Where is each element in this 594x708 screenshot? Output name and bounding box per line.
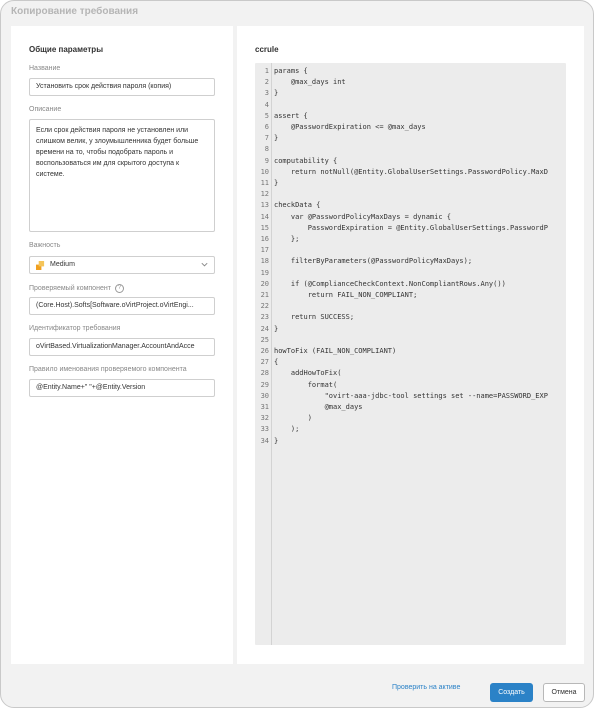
code-line xyxy=(255,100,274,111)
code-text: } xyxy=(274,89,279,98)
code-text: }; xyxy=(274,235,300,243)
code-text: @PasswordExpiration <= @max_days xyxy=(274,123,426,131)
chevron-down-icon xyxy=(200,260,209,269)
code-text: { xyxy=(274,358,279,367)
code-line xyxy=(255,88,278,99)
line-number: 34 xyxy=(260,436,269,445)
code-text: } xyxy=(274,179,279,187)
line-number: 19 xyxy=(260,268,269,277)
line-number: 31 xyxy=(260,403,269,411)
line-number: 25 xyxy=(260,335,269,344)
code-line xyxy=(255,424,299,435)
code-line xyxy=(255,144,274,155)
line-number: 23 xyxy=(260,313,269,322)
line-number: 10 xyxy=(260,167,269,176)
code-line xyxy=(255,256,472,267)
code-line xyxy=(255,245,274,256)
line-number: 7 xyxy=(264,134,269,143)
code-line xyxy=(255,290,417,301)
line-number: 1 xyxy=(264,67,269,75)
code-line xyxy=(255,436,278,447)
line-number: 22 xyxy=(260,302,269,311)
code-text: ); xyxy=(274,425,300,434)
code-line xyxy=(255,189,274,200)
line-number: 11 xyxy=(260,179,269,187)
line-number: 8 xyxy=(264,145,269,154)
code-line xyxy=(255,111,308,122)
component-label-row xyxy=(29,284,124,293)
naming-rule-input[interactable]: @Entity.Name+" "+@Entity.Version xyxy=(29,379,215,397)
name-label: Название xyxy=(29,65,61,72)
line-number: 18 xyxy=(260,257,269,266)
severity-label: Важность xyxy=(29,242,61,249)
naming-rule-label: Правило именования проверяемого компонента xyxy=(29,366,187,373)
ccrule-section-title: ccrule xyxy=(255,45,279,54)
cancel-button[interactable]: Отмена xyxy=(543,683,585,702)
code-line xyxy=(255,178,278,189)
code-line xyxy=(255,133,278,144)
code-line xyxy=(255,279,506,290)
create-button[interactable]: Создать xyxy=(490,683,533,702)
code-text: params { xyxy=(274,67,308,75)
dialog-title: Копирование требования xyxy=(11,6,139,17)
ccrule-panel xyxy=(237,26,584,664)
line-number: 2 xyxy=(264,78,269,87)
line-number: 28 xyxy=(260,369,269,378)
code-line xyxy=(255,413,312,424)
code-line xyxy=(255,335,274,346)
code-text: filterByParameters(@PasswordPolicyMaxDays); xyxy=(274,257,473,266)
line-number: 29 xyxy=(260,380,269,389)
line-number: 30 xyxy=(260,391,269,400)
code-text: format( xyxy=(274,380,338,389)
code-line xyxy=(255,391,548,402)
line-number: 33 xyxy=(260,425,269,434)
code-text: var @PasswordPolicyMaxDays = dynamic { xyxy=(274,212,452,221)
code-line xyxy=(255,268,274,279)
line-number: 9 xyxy=(264,156,269,165)
code-text: "ovirt-aaa-jdbc-tool settings set --name=PASSWORD_EXP xyxy=(274,391,548,400)
requirement-id-label: Идентификатор требования xyxy=(29,325,121,332)
line-number: 32 xyxy=(260,414,269,423)
line-number: 3 xyxy=(264,89,269,98)
requirement-id-input[interactable]: oVirtBased.VirtualizationManager.AccountAndAcce xyxy=(29,338,215,356)
line-number: 16 xyxy=(260,235,269,243)
check-on-asset-button[interactable]: Проверить на активе xyxy=(392,684,461,691)
code-line xyxy=(255,324,278,335)
code-text: howToFix (FAIL_NON_COMPLIANT) xyxy=(274,347,397,355)
code-text: @max_days int xyxy=(274,78,346,87)
component-label: Проверяемый компонент xyxy=(29,285,111,292)
question-circle-icon[interactable]: ? xyxy=(115,284,124,293)
severity-value: Medium xyxy=(50,261,75,268)
code-text: return notNull(@Entity.GlobalUserSettings.PasswordPolicy.MaxD xyxy=(274,167,548,176)
code-text: return FAIL_NON_COMPLIANT; xyxy=(274,291,418,299)
line-number: 4 xyxy=(264,100,269,109)
code-line xyxy=(255,312,354,323)
line-number: 15 xyxy=(260,223,269,232)
code-line xyxy=(255,223,548,234)
code-line xyxy=(255,380,337,391)
code-line xyxy=(255,156,337,167)
line-number: 20 xyxy=(260,279,269,288)
description-textarea[interactable]: Если срок действия пароля не установлен или слишком велик, у злоумышленника будет больше времени на то, чтобы подобрать пароль и воспользоваться им для скрытого доступа к системе. xyxy=(29,119,215,232)
severity-select[interactable] xyxy=(29,256,215,274)
line-number: 12 xyxy=(260,190,269,199)
general-parameters-panel xyxy=(11,26,233,664)
code-text: } xyxy=(274,324,279,333)
code-editor[interactable] xyxy=(255,63,566,645)
code-text: if (@ComplianceCheckContext.NonCompliantRows.Any()) xyxy=(274,279,506,288)
code-text: computability { xyxy=(274,156,338,165)
code-line xyxy=(255,212,451,223)
component-input[interactable]: (Core.Host).Softs[Software.oVirtProject.oVirtEngi... xyxy=(29,297,215,315)
line-number: 24 xyxy=(260,324,269,333)
general-section-title: Общие параметры xyxy=(29,45,104,54)
code-text: PasswordExpiration = @Entity.GlobalUserSettings.PasswordP xyxy=(274,223,548,232)
severity-medium-icon xyxy=(36,261,45,270)
code-line xyxy=(255,200,320,211)
code-line xyxy=(255,122,426,133)
code-line xyxy=(255,234,299,245)
code-line xyxy=(255,368,341,379)
line-number: 27 xyxy=(260,358,269,367)
line-number: 6 xyxy=(264,123,269,131)
code-line xyxy=(255,167,548,178)
description-label: Описание xyxy=(29,106,62,113)
code-text: return SUCCESS; xyxy=(274,313,355,322)
code-line xyxy=(255,357,278,368)
code-text: } xyxy=(274,436,279,445)
code-text: addHowToFix( xyxy=(274,369,342,378)
code-text: checkData { xyxy=(274,201,321,210)
line-number: 14 xyxy=(260,212,269,221)
line-number: 21 xyxy=(260,291,269,299)
code-line xyxy=(255,66,308,77)
code-line xyxy=(255,346,396,357)
name-input[interactable]: Установить срок действия пароля (копия) xyxy=(29,78,215,96)
code-text: } xyxy=(274,134,279,143)
code-line xyxy=(255,77,346,88)
code-text: @max_days xyxy=(274,403,363,411)
code-text: ) xyxy=(274,414,312,423)
line-number: 26 xyxy=(260,347,269,355)
code-line xyxy=(255,301,274,312)
line-number: 5 xyxy=(264,111,269,120)
line-number: 17 xyxy=(260,246,269,255)
line-number: 13 xyxy=(260,201,269,210)
code-text: assert { xyxy=(274,111,308,120)
code-line xyxy=(255,402,363,413)
